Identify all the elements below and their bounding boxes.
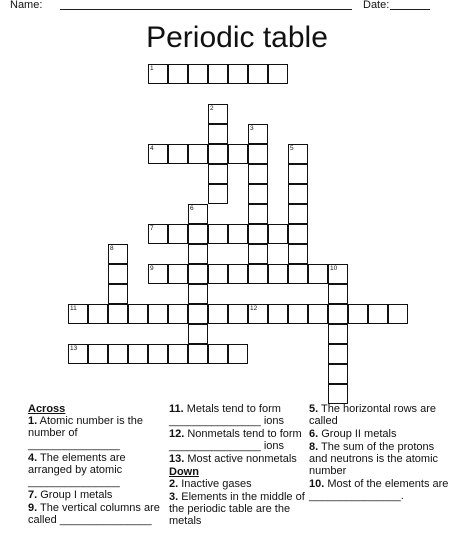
grid-cell[interactable] [148, 344, 168, 364]
clue-down-8: 8. The sum of the protons and neutrons is the atomic number [309, 441, 439, 477]
grid-cell[interactable] [148, 64, 168, 84]
grid-cell[interactable] [288, 184, 308, 204]
clue-down-10: 10. Most of the elements are _______________. [309, 478, 449, 502]
grid-cell[interactable] [228, 64, 248, 84]
grid-cell[interactable] [108, 244, 128, 264]
grid-cell[interactable] [268, 224, 288, 244]
grid-cell[interactable] [328, 364, 348, 384]
grid-cell[interactable] [248, 224, 268, 244]
name-label: Name: [10, 0, 43, 11]
grid-cell[interactable] [188, 244, 208, 264]
clue-number: 8 [110, 245, 114, 252]
grid-cell[interactable] [208, 124, 228, 144]
grid-cell[interactable] [188, 224, 208, 244]
clues-column-2 [169, 403, 307, 528]
clue-number: 1 [150, 65, 154, 72]
grid-cell[interactable] [288, 304, 308, 324]
grid-cell[interactable] [228, 144, 248, 164]
clue-number: 3 [250, 125, 254, 132]
grid-cell[interactable] [328, 324, 348, 344]
grid-cell[interactable] [108, 264, 128, 284]
grid-cell[interactable] [228, 224, 248, 244]
grid-cell[interactable] [308, 304, 328, 324]
grid-cell[interactable] [268, 304, 288, 324]
grid-cell[interactable] [68, 304, 88, 324]
grid-cell[interactable] [128, 344, 148, 364]
grid-cell[interactable] [168, 224, 188, 244]
grid-cell[interactable] [248, 304, 268, 324]
clue-across-11: 11. Metals tend to form _______________ ions [169, 403, 285, 427]
grid-cell[interactable] [108, 344, 128, 364]
grid-cell[interactable] [248, 244, 268, 264]
grid-cell[interactable] [328, 344, 348, 364]
grid-cell[interactable] [68, 344, 88, 364]
grid-cell[interactable] [288, 164, 308, 184]
clue-number: 12 [250, 305, 258, 312]
grid-cell[interactable] [388, 304, 408, 324]
clue-number: 4 [150, 145, 154, 152]
grid-cell[interactable] [208, 164, 228, 184]
grid-cell[interactable] [308, 264, 328, 284]
clue-across-1: 1. Atomic number is the number of _______________ [28, 415, 143, 451]
grid-cell[interactable] [248, 144, 268, 164]
grid-cell[interactable] [288, 204, 308, 224]
date-label: Date: [363, 0, 390, 11]
grid-cell[interactable] [228, 264, 248, 284]
grid-cell[interactable] [288, 244, 308, 264]
grid-cell[interactable] [188, 204, 208, 224]
clue-number: 10 [330, 265, 338, 272]
down-heading: Down [169, 466, 199, 478]
clue-down-5: 5. The horizontal rows are called [309, 403, 436, 427]
grid-cell[interactable] [188, 344, 208, 364]
grid-cell[interactable] [168, 264, 188, 284]
grid-cell[interactable] [148, 264, 168, 284]
clue-across-4: 4. The elements are arranged by atomic _______________ [28, 452, 126, 488]
clues-column-1 [28, 403, 168, 527]
grid-cell[interactable] [168, 304, 188, 324]
clue-number: 7 [150, 225, 154, 232]
grid-cell[interactable] [108, 304, 128, 324]
clue-number: 5 [290, 145, 294, 152]
grid-cell[interactable] [188, 144, 208, 164]
grid-cell[interactable] [288, 264, 308, 284]
grid-cell[interactable] [248, 204, 268, 224]
clue-number: 2 [210, 105, 214, 112]
grid-cell[interactable] [248, 124, 268, 144]
grid-cell[interactable] [248, 64, 268, 84]
grid-cell[interactable] [208, 64, 228, 84]
grid-cell[interactable] [368, 304, 388, 324]
grid-cell[interactable] [208, 224, 228, 244]
grid-cell[interactable] [348, 304, 368, 324]
grid-cell[interactable] [128, 304, 148, 324]
grid-cell[interactable] [148, 224, 168, 244]
grid-cell[interactable] [248, 264, 268, 284]
grid-cell[interactable] [288, 144, 308, 164]
grid-cell[interactable] [268, 264, 288, 284]
clue-across-12: 12. Nonmetals tend to form _______________ ions [169, 428, 302, 452]
clue-down-3: 3. Elements in the middle of the periodic table are the metals [169, 491, 305, 527]
clue-number: 9 [150, 265, 154, 272]
grid-cell[interactable] [168, 344, 188, 364]
grid-cell[interactable] [208, 104, 228, 124]
grid-cell[interactable] [288, 224, 308, 244]
clues-column-3 [309, 403, 449, 503]
grid-cell[interactable] [188, 264, 208, 284]
grid-cell[interactable] [148, 144, 168, 164]
grid-cell[interactable] [268, 64, 288, 84]
grid-cell[interactable] [248, 184, 268, 204]
clue-number: 6 [190, 205, 194, 212]
grid-cell[interactable] [88, 344, 108, 364]
page-title: Periodic table [146, 21, 328, 54]
grid-cell[interactable] [328, 264, 348, 284]
clue-number: 13 [70, 345, 78, 352]
grid-cell[interactable] [228, 304, 248, 324]
clue-number: 11 [70, 305, 77, 312]
grid-cell[interactable] [208, 144, 228, 164]
grid-cell[interactable] [208, 184, 228, 204]
clue-across-7: 7. Group I metals [28, 489, 113, 501]
grid-cell[interactable] [168, 144, 188, 164]
grid-cell[interactable] [328, 304, 348, 324]
grid-cell[interactable] [208, 344, 228, 364]
clue-down-2: 2. Inactive gases [169, 478, 252, 490]
grid-cell[interactable] [328, 284, 348, 304]
grid-cell[interactable] [248, 164, 268, 184]
grid-cell[interactable] [328, 384, 348, 404]
grid-cell[interactable] [188, 284, 208, 304]
grid-cell[interactable] [148, 304, 168, 324]
grid-cell[interactable] [168, 64, 188, 84]
grid-cell[interactable] [188, 304, 208, 324]
across-heading: Across [28, 403, 66, 415]
grid-cell[interactable] [188, 64, 208, 84]
grid-cell[interactable] [88, 304, 108, 324]
grid-cell[interactable] [208, 264, 228, 284]
grid-cell[interactable] [108, 284, 128, 304]
clue-across-9: 9. The vertical columns are called _______________ [28, 502, 160, 526]
grid-cell[interactable] [188, 324, 208, 344]
grid-cell[interactable] [208, 304, 228, 324]
clue-down-6: 6. Group II metals [309, 428, 397, 440]
clue-across-13: 13. Most active nonmetals [169, 453, 297, 465]
grid-cell[interactable] [228, 344, 248, 364]
